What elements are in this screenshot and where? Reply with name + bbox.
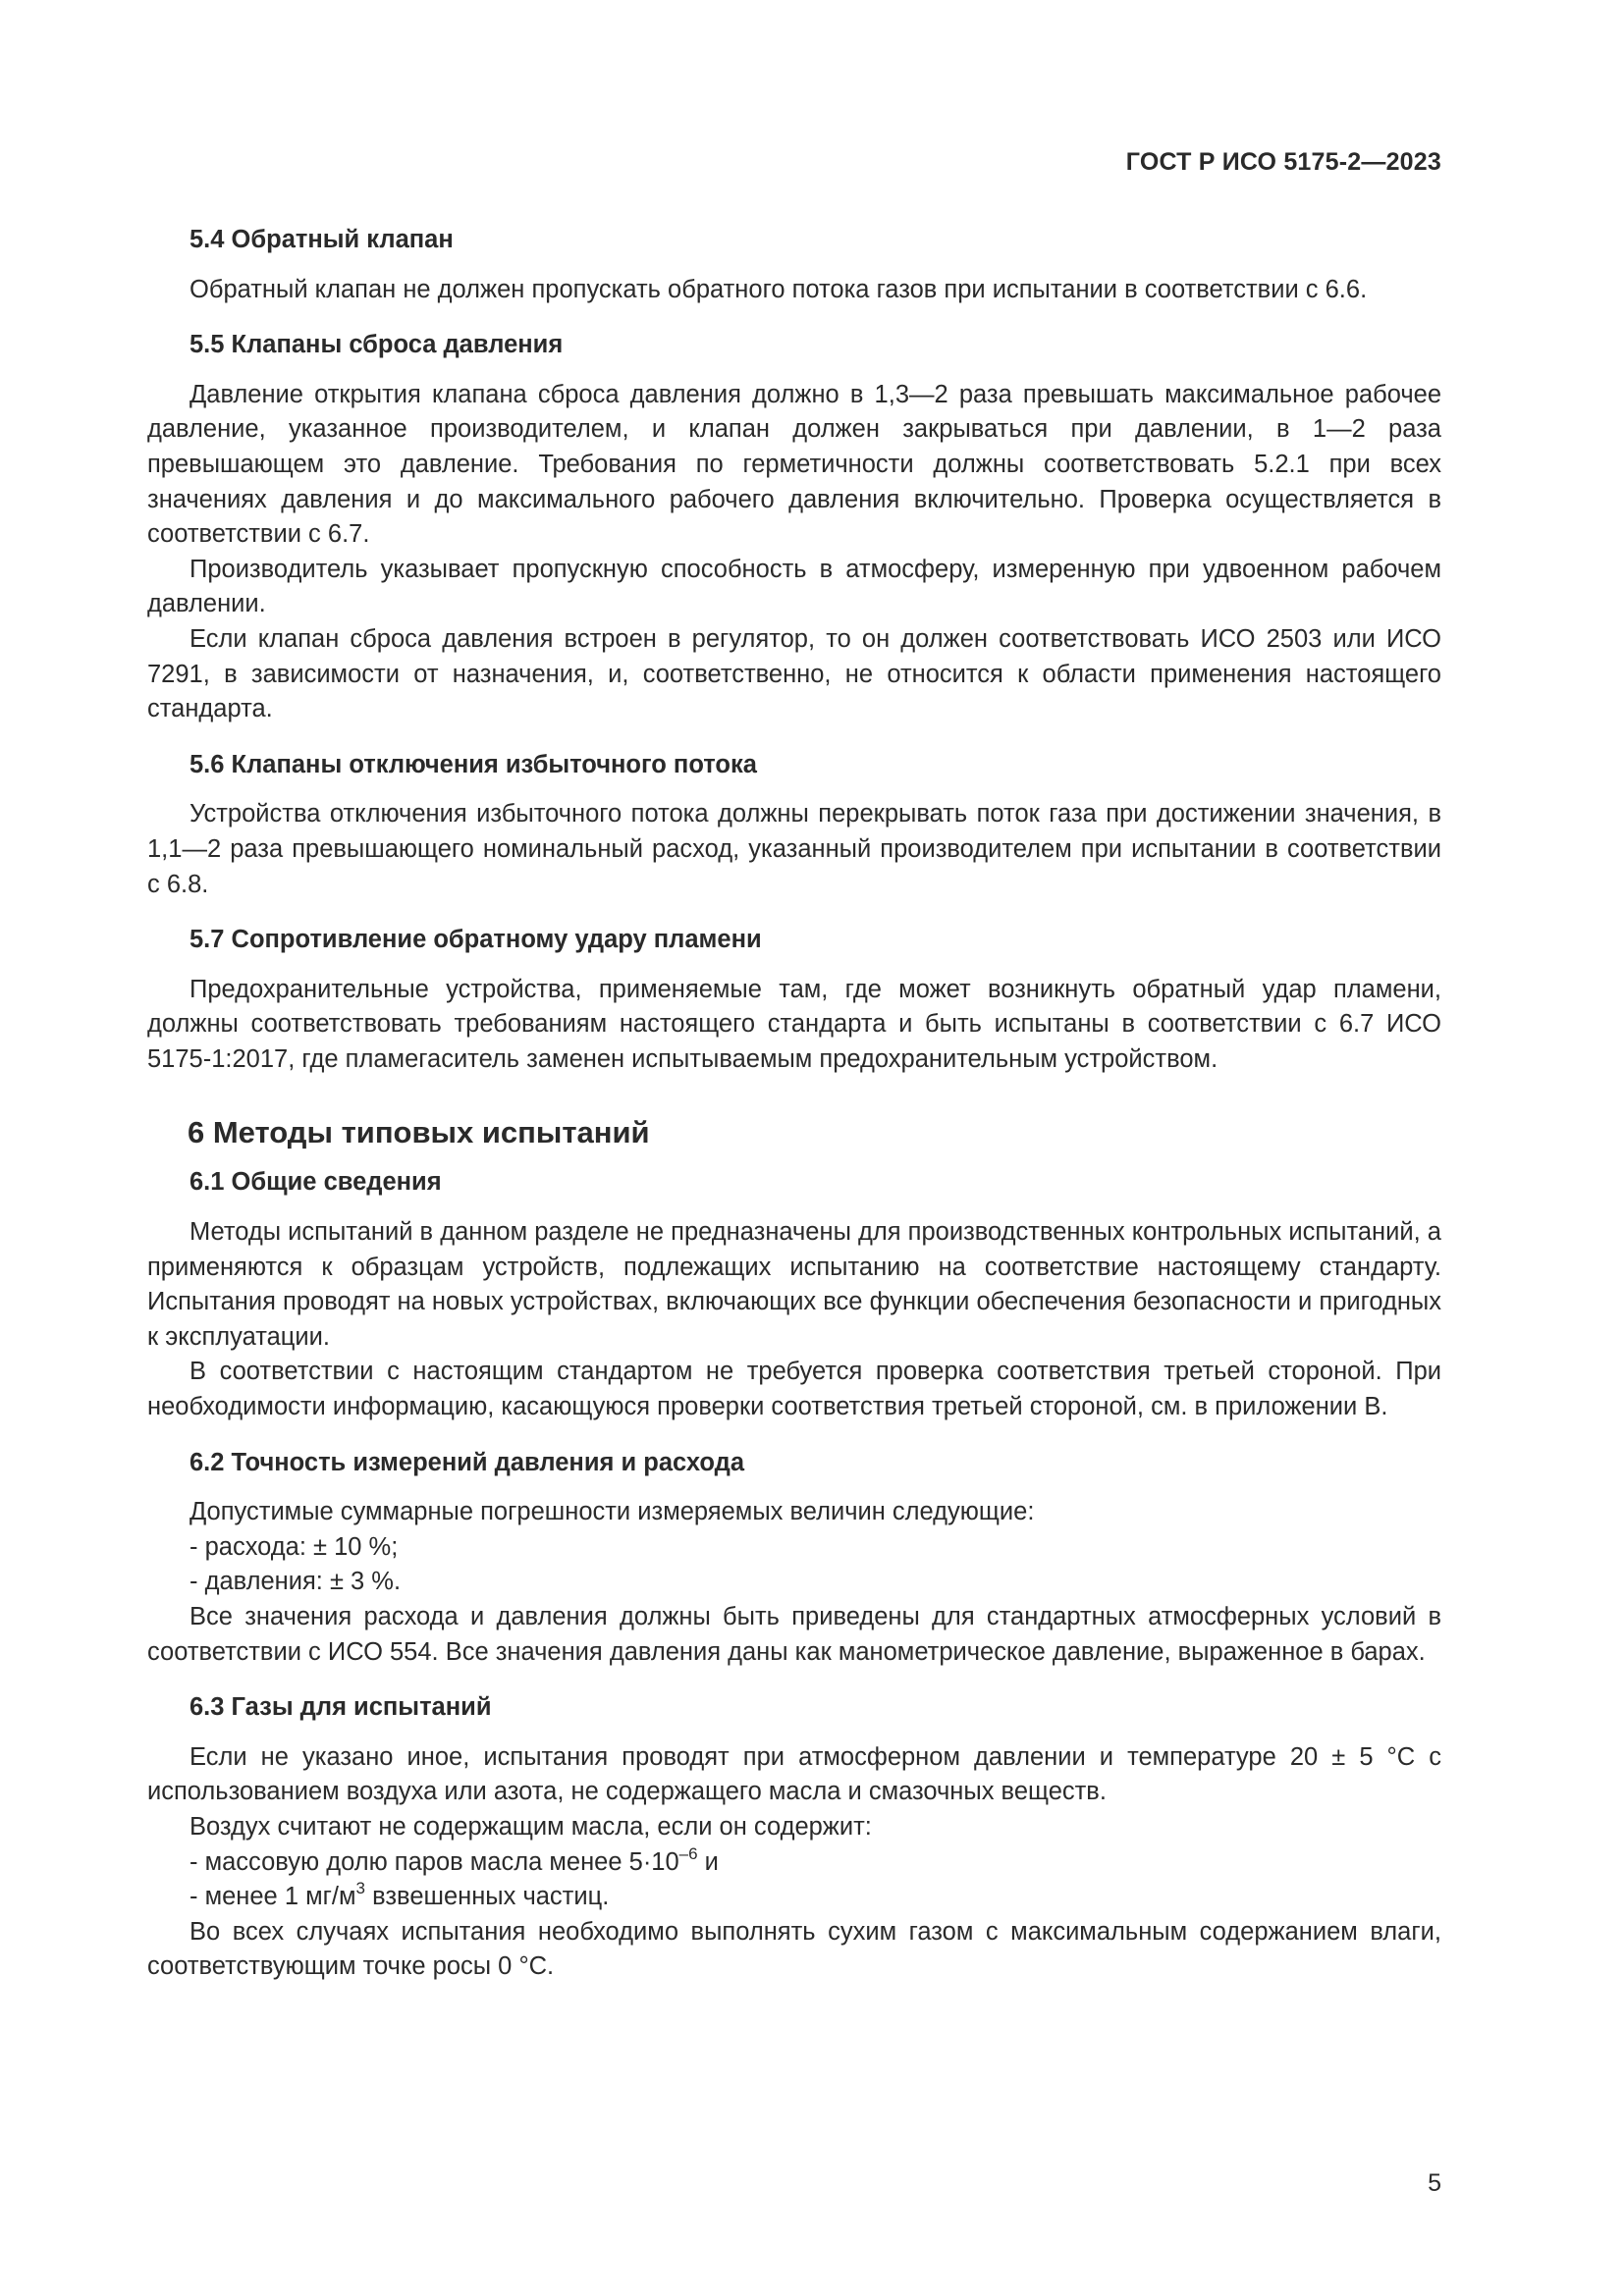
section-5-4-paragraph: Обратный клапан не должен пропускать обратного потока газов при испытании в соответствии с 6.6.	[189, 275, 1368, 303]
section-6-1-paragraph-2: В соответствии с настоящим стандартом не требуется проверка соответствия третьей стороной. При необходимости информацию, касающуюся проверки соответствия третьей стороной, см. в приложении В.	[147, 1358, 1441, 1421]
section-6-2-list-item-2: - давления: ± 3 %.	[189, 1568, 402, 1596]
spacer	[147, 307, 1441, 328]
page-number: 5	[1428, 2169, 1441, 2197]
superscript-exponent: 3	[355, 1879, 366, 1898]
list-item-text: взвешенных частиц.	[365, 1883, 610, 1911]
list-item-text: - массовую долю паров масла менее 5·10	[189, 1847, 679, 1876]
section-6-2-paragraph-2: Все значения расхода и давления должны быть приведены для стандартных атмосферных условий в соответствии с ИСО 554. Все значения давления даны как манометрическое давление, выраженное в барах.	[147, 1603, 1441, 1666]
section-6-3-paragraph-3: Во всех случаях испытания необходимо выполнять сухим газом с максимальным содержанием влаги, соответствующим точке росы 0 °С.	[147, 1917, 1441, 1981]
page-content	[147, 223, 1441, 1985]
section-6-3-title: 6.3 Газы для испытаний	[189, 1693, 492, 1722]
section-6-3-paragraph-2: Воздух считают не содержащим масла, если он содержит:	[189, 1812, 872, 1841]
list-item-text: и	[697, 1847, 719, 1876]
section-5-5-paragraph-3: Если клапан сброса давления встроен в регулятор, то он должен соответствовать ИСО 2503 или ИСО 7291, в зависимости от назначения, и, соответственно, не относится к области применения настоящего стандарта.	[147, 624, 1441, 723]
spacer	[147, 1670, 1441, 1690]
section-6-3-paragraph-1: Если не указано иное, испытания проводят при атмосферном давлении и температуре 20 ± 5 °С с использованием воздуха или азота, не содержащего масла и смазочных веществ.	[147, 1742, 1441, 1806]
section-5-6-title: 5.6 Клапаны отключения избыточного потока	[189, 750, 757, 778]
section-6-2-paragraph-1: Допустимые суммарные погрешности измеряемых величин следующие:	[189, 1498, 1035, 1526]
spacer	[147, 1425, 1441, 1446]
list-item-text: - менее 1 мг/м	[189, 1883, 356, 1911]
spacer	[147, 727, 1441, 748]
section-5-6-paragraph: Устройства отключения избыточного потока должны перекрывать поток газа при достижении значения, в 1,1—2 раза превышающего номинальный расход, указанный производителем при испытании в соответствии с 6.8.	[147, 800, 1441, 898]
section-5-5-title: 5.5 Клапаны сброса давления	[189, 331, 564, 359]
section-6-3-list-item-1	[147, 1845, 1441, 1881]
section-6-1-paragraph-1: Методы испытаний в данном разделе не предназначены для производственных контрольных испытаний, а применяются к образцам устройств, подлежащих испытанию на соответствие настоящему стандарту. Испытания проводят на новых устройствах, включающих все функции обеспечения безопасности и пригодных к эксплуатации.	[147, 1218, 1441, 1351]
section-6-2-list-item-1: - расхода: ± 10 %;	[189, 1532, 399, 1561]
section-5-4-title: 5.4 Обратный клапан	[189, 226, 454, 253]
section-5-5-paragraph-2: Производитель указывает пропускную способность в атмосферу, измеренную при удвоенном рабочем давлении.	[147, 555, 1441, 618]
section-6-title: 6 Методы типовых испытаний	[188, 1115, 650, 1150]
section-5-7-title: 5.7 Сопротивление обратному удару пламени	[189, 926, 762, 954]
section-6-1-title: 6.1 Общие сведения	[189, 1168, 442, 1197]
superscript-exponent: –6	[678, 1843, 698, 1863]
section-5-5-paragraph-1: Давление открытия клапана сброса давления должно в 1,3—2 раза превышать максимальное рабочее давление, указанное производителем, и клапан должен закрываться при давлении, в 1—2 раза превышающем это давление. Требования по герметичности должны соответствовать 5.2.1 при всех значениях давления и до максимального рабочего давления включительно. Проверка осуществляется в соответствии с 6.7.	[147, 380, 1441, 549]
section-6-2-title: 6.2 Точность измерений давления и расхода	[189, 1448, 744, 1476]
section-5-7-paragraph: Предохранительные устройства, применяемые там, где может возникнуть обратный удар пламени, должны соответствовать требованиям настоящего стандарта и быть испытаны в соответствии с 6.7 ИСО 5175-1:2017, где пламегаситель заменен испытываемым предохранительным устройством.	[147, 975, 1441, 1073]
section-6-3-list-item-2	[147, 1880, 1441, 1915]
spacer	[147, 902, 1441, 923]
document-code-header: ГОСТ Р ИСО 5175-2—2023	[1125, 148, 1441, 176]
